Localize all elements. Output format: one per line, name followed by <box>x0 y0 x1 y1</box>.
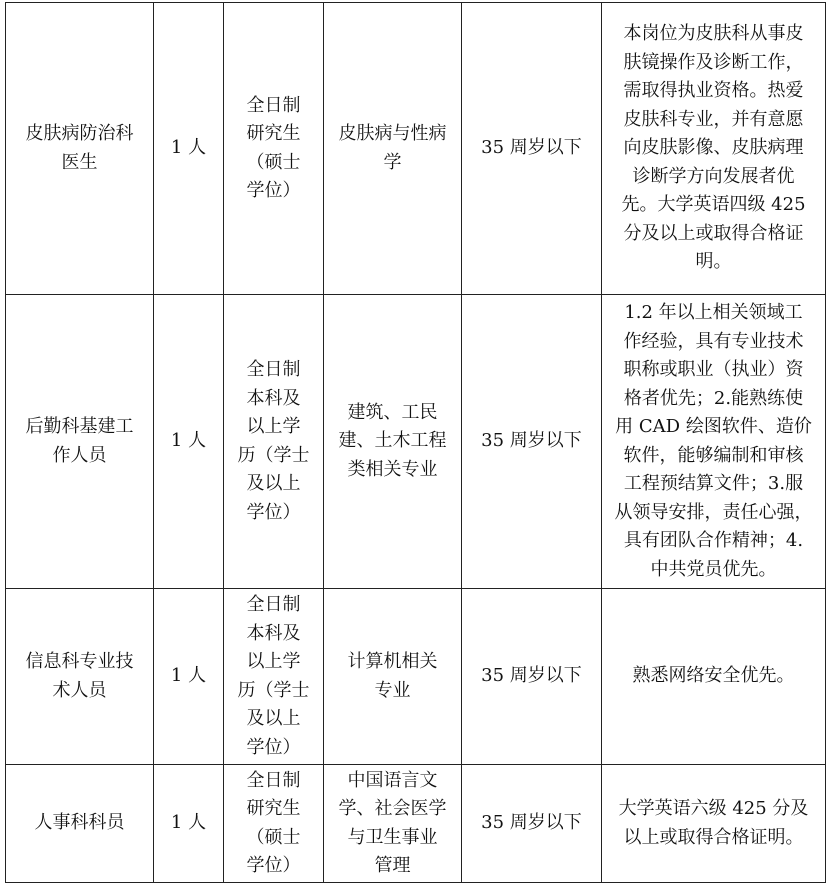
requirement-line: 用 CAD 绘图软件、造价 <box>615 416 812 437</box>
education-line: 学位） <box>246 736 301 758</box>
table-row <box>6 295 826 589</box>
education-line: 以上学 <box>246 651 301 672</box>
requirement-line: 先。大学英语四级 425 <box>621 194 806 216</box>
major-line: 中国语言文 <box>347 769 438 791</box>
count-cell: 1 人 <box>154 765 224 883</box>
requirements-cell <box>602 295 826 589</box>
major-line: 与卫生事业 <box>347 826 438 848</box>
requirement-line: 具有团队合作精神；4. <box>623 530 804 551</box>
education-line: 及以上 <box>246 473 301 494</box>
education-line: 研究生 <box>246 123 301 144</box>
age-cell: 35 周岁以下 <box>462 589 602 765</box>
education-cell <box>224 589 324 765</box>
requirements-cell <box>602 589 826 765</box>
position-cell <box>6 295 154 589</box>
major-line: 学、社会医学 <box>338 798 447 819</box>
requirement-line: 从领导安排，责任心强， <box>614 501 813 523</box>
education-line: 及以上 <box>246 708 301 729</box>
table-row <box>6 589 826 765</box>
requirement-line: 肤镜操作及诊断工作， <box>623 51 804 73</box>
major-line: 学 <box>383 151 402 173</box>
table-row <box>6 765 826 883</box>
major-cell <box>324 589 462 765</box>
requirement-line: 分及以上或取得合格证 <box>623 222 804 244</box>
education-line: 历（学士 <box>237 444 310 466</box>
education-line: 本科及 <box>246 622 301 644</box>
requirements-cell <box>602 3 826 295</box>
position-cell <box>6 3 154 295</box>
education-line: 以上学 <box>246 416 301 437</box>
requirement-line: 软件，能够编制和审核 <box>623 444 804 466</box>
major-line: 皮肤病与性病 <box>338 123 447 144</box>
education-line: 历（学士 <box>237 679 310 701</box>
education-line: 学位） <box>246 180 301 201</box>
count-cell: 1 人 <box>154 295 224 589</box>
major-cell <box>324 3 462 295</box>
major-line: 类相关专业 <box>347 458 438 480</box>
position-line: 后勤科基建工 <box>25 416 134 437</box>
position-line: 人事科科员 <box>34 812 125 834</box>
education-line: 学位） <box>246 855 301 876</box>
position-line: 信息科专业技 <box>25 651 134 672</box>
education-cell <box>224 765 324 883</box>
major-line: 建、土木工程 <box>338 430 447 452</box>
requirement-line: 向皮肤影像、皮肤病理 <box>623 137 804 159</box>
position-cell <box>6 589 154 765</box>
position-line: 作人员 <box>52 444 107 466</box>
major-line: 建筑、工民 <box>347 401 438 423</box>
position-line: 医生 <box>61 151 98 173</box>
count-cell: 1 人 <box>154 3 224 295</box>
count-cell: 1 人 <box>154 589 224 765</box>
requirement-line: 中共党员优先。 <box>650 558 777 580</box>
education-line: （硕士 <box>246 826 301 848</box>
requirement-line: 以上或取得合格证明。 <box>623 826 804 848</box>
position-cell <box>6 765 154 883</box>
requirement-line: 皮肤科专业，并有意愿 <box>623 108 804 130</box>
requirement-line: 工程预结算文件；3.服 <box>623 473 804 494</box>
position-line: 术人员 <box>52 679 107 701</box>
major-line: 管理 <box>374 855 411 876</box>
requirements-cell <box>602 765 826 883</box>
education-line: 学位） <box>246 501 301 523</box>
requirement-line: 大学英语六级 425 分及 <box>618 798 809 819</box>
education-cell <box>224 3 324 295</box>
requirement-line: 1.2 年以上相关领域工 <box>624 302 803 323</box>
age-cell: 35 周岁以下 <box>462 765 602 883</box>
requirement-line: 格者优先；2.能熟练使 <box>623 387 804 409</box>
education-line: 全日制 <box>246 359 301 380</box>
requirement-line: 本岗位为皮肤科从事皮 <box>623 23 804 45</box>
recruitment-table <box>5 2 826 883</box>
education-line: 全日制 <box>246 594 301 615</box>
education-line: 全日制 <box>246 769 301 791</box>
major-cell <box>324 295 462 589</box>
education-line: 全日制 <box>246 94 301 116</box>
requirement-line: 需取得执业资格。热爱 <box>623 80 804 102</box>
education-cell <box>224 295 324 589</box>
table-row <box>6 3 826 295</box>
age-cell: 35 周岁以下 <box>462 3 602 295</box>
requirement-line: 诊断学方向发展者优 <box>632 165 795 187</box>
education-line: 本科及 <box>246 387 301 409</box>
age-cell: 35 周岁以下 <box>462 295 602 589</box>
requirement-line: 职称或职业（执业）资 <box>623 359 804 380</box>
requirement-line: 作经验，具有专业技术 <box>623 330 804 352</box>
requirement-line: 熟悉网络安全优先。 <box>632 665 795 687</box>
major-line: 专业 <box>374 679 411 701</box>
education-line: 研究生 <box>246 798 301 819</box>
requirement-line: 明。 <box>695 251 732 273</box>
education-line: （硕士 <box>246 151 301 173</box>
major-line: 计算机相关 <box>347 651 438 672</box>
major-cell <box>324 765 462 883</box>
position-line: 皮肤病防治科 <box>25 123 134 144</box>
